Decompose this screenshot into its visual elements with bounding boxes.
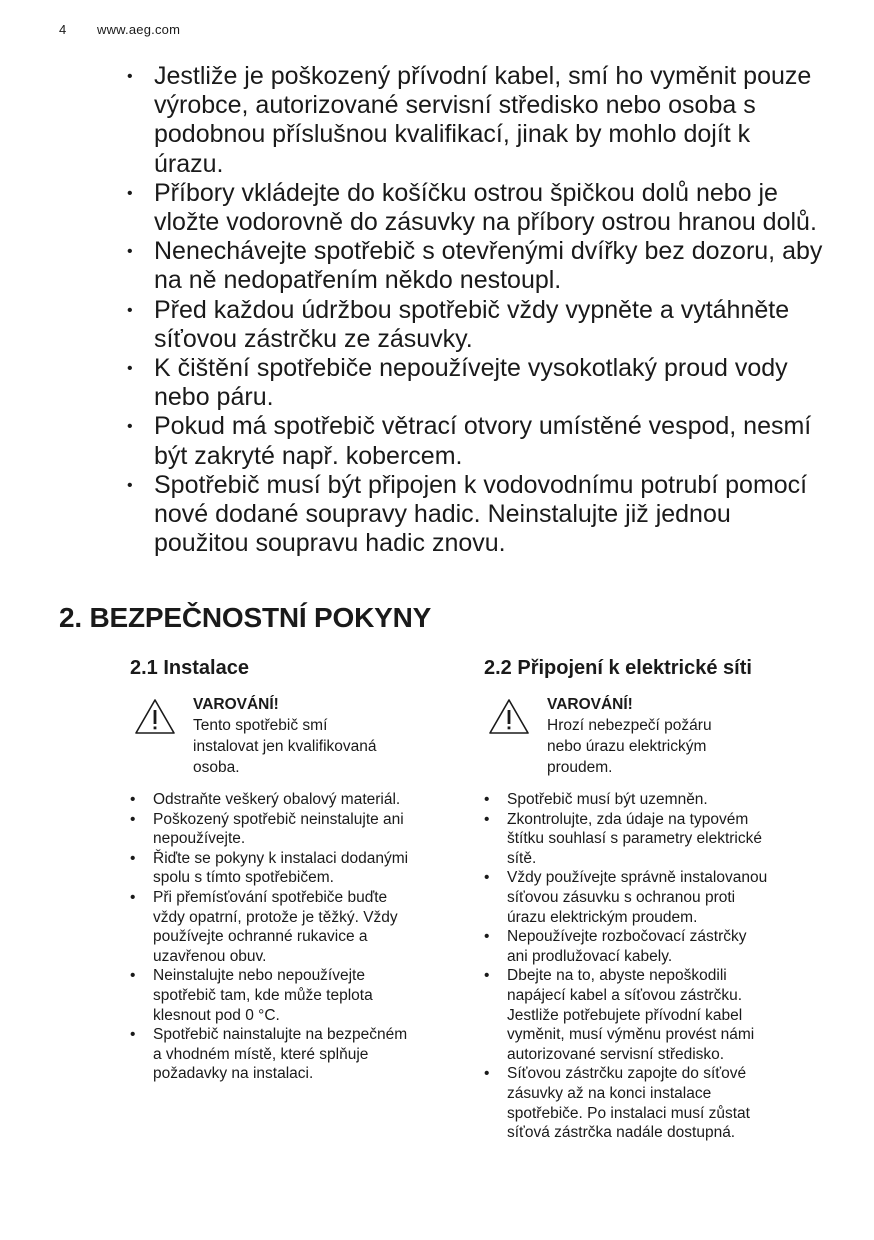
list-item-line: • Řiďte se pokyny k instalaci dodanými	[153, 849, 409, 867]
list-item	[130, 790, 460, 810]
warning-box	[130, 694, 460, 790]
list-item-line: klesnout pod 0 °C.	[153, 1006, 280, 1024]
list-item: • Jestliže je poškozený přívodní kabel, smí ho vyměnit pouze výrobce, autorizované servisní středisko nebo osoba s podobnou příslušnou kvalifikací, jinak by mohlo dojít k úrazu.	[125, 62, 825, 179]
electrical-column	[484, 654, 824, 1143]
list-item-line: zásuvky až na konci instalace	[507, 1084, 712, 1102]
section-title: 2. BEZPEČNOSTNÍ POKYNY	[59, 602, 432, 633]
warning-text	[547, 694, 787, 778]
warning-line: proudem.	[547, 759, 613, 776]
warning-title: VAROVÁNÍ!	[547, 696, 633, 713]
list-item-line: • Dbejte na to, abyste nepoškodili	[507, 967, 727, 985]
list-item-line: požadavky na instalaci.	[153, 1065, 314, 1083]
list-item-line: autorizované servisní středisko.	[507, 1045, 725, 1063]
list-item-line: síťová zástrčka nadále dostupná.	[507, 1124, 736, 1142]
list-item: • Před každou údržbou spotřebič vždy vypněte a vytáhněte síťovou zástrčku ze zásuvky.	[125, 296, 825, 354]
list-item-line: • Neinstalujte nebo nepoužívejte	[153, 967, 365, 985]
list-item	[484, 790, 824, 810]
list-item-line: a vhodném místě, které splňuje	[153, 1045, 369, 1063]
warning-line: instalovat jen kvalifikovaná	[193, 738, 377, 755]
list-item: • Pokud má spotřebič větrací otvory umístěné vespod, nesmí být zakryté např. kobercem.	[125, 412, 825, 470]
list-item: • Příbory vkládejte do košíčku ostrou špičkou dolů nebo je vložte vodorovně do zásuvky na příbory ostrou hranou dolů.	[125, 179, 825, 237]
warning-line: nebo úrazu elektrickým	[547, 738, 707, 755]
warning-line: Hrozí nebezpečí požáru	[547, 717, 712, 734]
list-item	[130, 1025, 460, 1084]
top-safety-list	[125, 62, 825, 558]
list-item	[130, 966, 460, 1025]
warning-text	[193, 694, 433, 778]
list-item-line: Jestliže potřebujete přívodní kabel	[507, 1006, 743, 1024]
list-item	[484, 868, 824, 927]
list-item-line: síťovou zásuvku s ochranou proti	[507, 888, 736, 906]
list-item-line: • Nepoužívejte rozbočovací zástrčky	[507, 928, 747, 946]
page-header	[59, 22, 180, 37]
list-item-line: vyměnit, musí výměnu provést námi	[507, 1026, 755, 1044]
electrical-list	[484, 790, 824, 1143]
list-item-line: • Vždy používejte správně instalovanou	[507, 869, 768, 887]
list-item	[130, 888, 460, 966]
installation-list	[130, 790, 460, 1084]
list-item: • Nenechávejte spotřebič s otevřenými dvířky bez dozoru, aby na ně nedopatřením někdo nestoupl.	[125, 237, 825, 295]
list-item-line: spotřebiče. Po instalaci musí zůstat	[507, 1104, 750, 1122]
list-item: • K čištění spotřebiče nepoužívejte vysokotlaký proud vody nebo páru.	[125, 354, 825, 412]
list-item	[484, 966, 824, 1064]
list-item-line: používejte ochranné rukavice a	[153, 928, 368, 946]
subsection-title-installation: 2.1 Instalace	[130, 657, 249, 679]
list-item-line: uzavřenou obuv.	[153, 947, 267, 965]
website-url: www.aeg.com	[97, 22, 181, 37]
warning-line: Tento spotřebič smí	[193, 717, 328, 734]
list-item-line: • Poškozený spotřebič neinstalujte ani	[153, 810, 404, 828]
list-item-line: štítku souhlasí s parametry elektrické	[507, 830, 762, 848]
list-item-line: spolu s tímto spotřebičem.	[153, 869, 334, 887]
list-item	[484, 1064, 824, 1142]
list-item-line: • Odstraňte veškerý obalový materiál.	[153, 791, 401, 808]
list-item-line: • Síťovou zástrčku zapojte do síťové	[507, 1065, 747, 1083]
list-item	[484, 927, 824, 966]
list-item	[130, 810, 460, 849]
warning-box	[484, 694, 824, 790]
list-item-line: • Spotřebič musí být uzemněn.	[507, 791, 708, 808]
list-item-line: ani prodlužovací kabely.	[507, 947, 673, 965]
warning-triangle-icon	[488, 698, 530, 735]
list-item-line: spotřebič tam, kde může teplota	[153, 986, 373, 1004]
subsection-title-electrical: 2.2 Připojení k elektrické síti	[484, 657, 752, 679]
installation-column	[130, 654, 460, 1084]
list-item	[130, 849, 460, 888]
list-item-line: nepoužívejte.	[153, 830, 246, 848]
list-item-line: úrazu elektrickým proudem.	[507, 908, 698, 926]
warning-title: VAROVÁNÍ!	[193, 696, 279, 713]
warning-triangle-icon	[134, 698, 176, 735]
list-item-line: • Při přemísťování spotřebiče buďte	[153, 888, 388, 906]
list-item-line: vždy opatrní, protože je těžký. Vždy	[153, 908, 398, 926]
warning-line: osoba.	[193, 759, 240, 776]
list-item: • Spotřebič musí být připojen k vodovodnímu potrubí pomocí nové dodané soupravy hadic. Neinstalujte již jednou použitou soupravu hadic znovu.	[125, 471, 825, 559]
list-item-line: • Spotřebič nainstalujte na bezpečném	[153, 1026, 408, 1044]
list-item-line: napájecí kabel a síťovou zástrčku.	[507, 986, 742, 1004]
page-number: 4	[59, 22, 67, 37]
list-item-line: • Zkontrolujte, zda údaje na typovém	[507, 810, 749, 828]
list-item	[484, 810, 824, 869]
list-item-line: sítě.	[507, 849, 537, 867]
